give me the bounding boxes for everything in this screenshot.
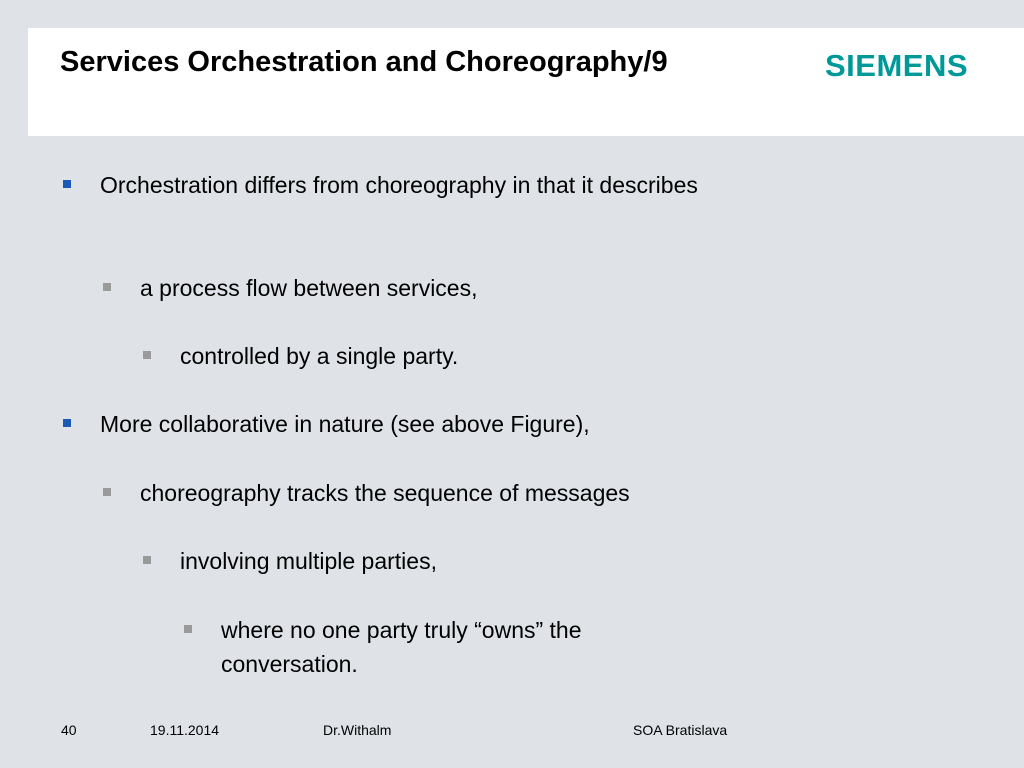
siemens-logo: SIEMENS [825,48,969,83]
bullet-text: where no one party truly “owns” the conversation. [221,617,582,677]
footer-page-number: 40 [61,722,77,738]
bullet-text: More collaborative in nature (see above Figure), [100,411,590,437]
slide-title: Services Orchestration and Choreography/9 [60,46,668,78]
footer-author: Dr.Withalm [323,722,392,738]
bullet-marker-level3 [143,556,151,564]
bullet-marker-level2 [103,283,111,291]
bullet-text: involving multiple parties, [180,548,437,574]
bullet-marker-level3 [143,351,151,359]
bullet-text: Orchestration differs from choreography in that it describes [100,172,698,198]
footer-event: SOA Bratislava [633,722,728,738]
bullet-text: a process flow between services, [140,275,478,301]
bullet-marker-level4 [184,625,192,633]
bullet-text: controlled by a single party. [180,343,459,369]
bullet-marker-level1 [63,180,71,188]
bullet-text: choreography tracks the sequence of messages [140,480,630,506]
footer-date: 19.11.2014 [150,722,220,738]
bullet-marker-level2 [103,488,111,496]
bullet-marker-level1 [63,419,71,427]
